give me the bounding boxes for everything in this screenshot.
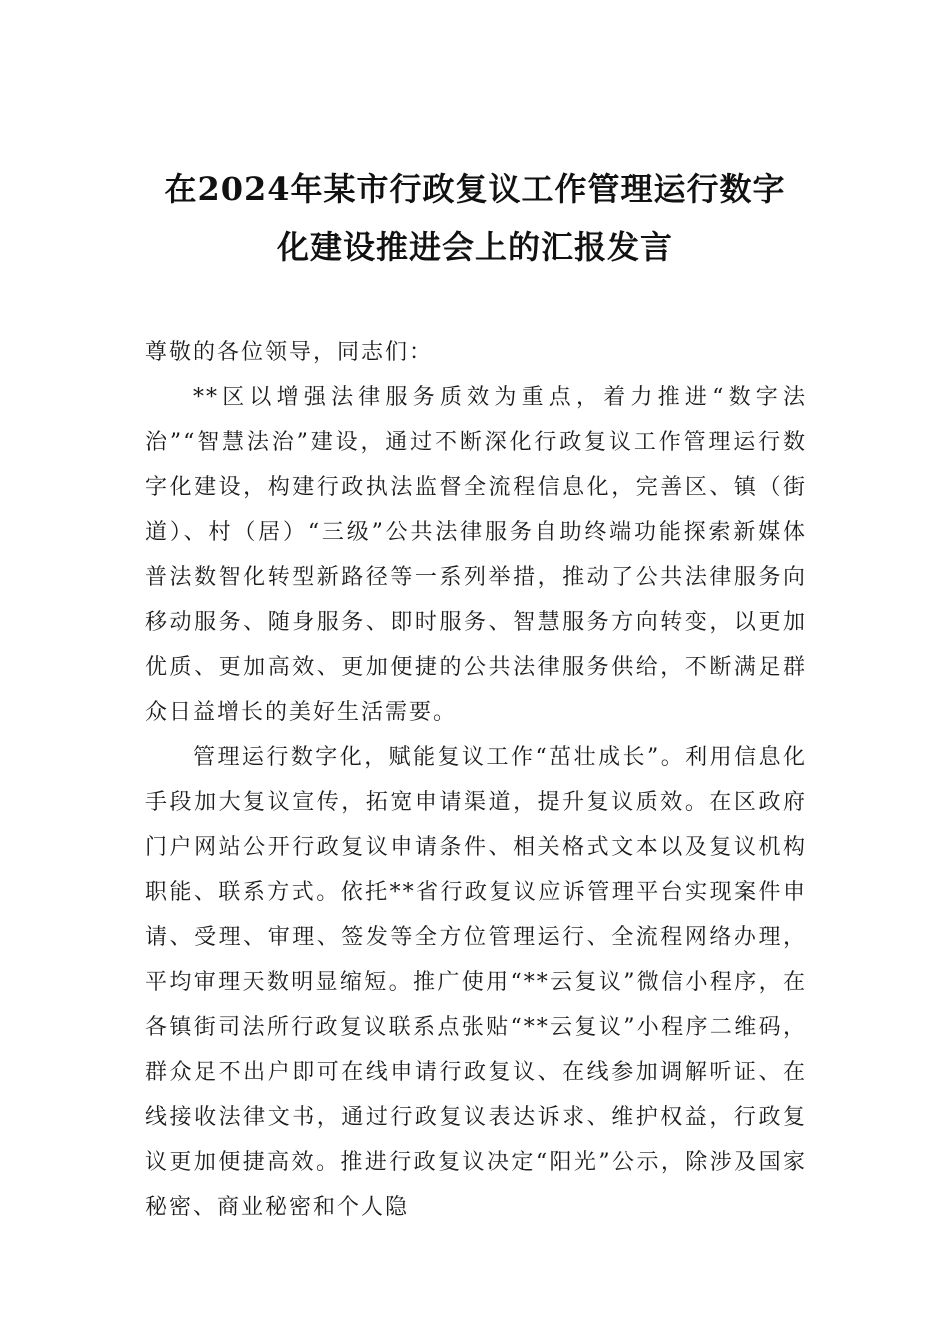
greeting: 尊敬的各位领导，同志们： [145, 340, 434, 365]
title-line-1: 在2024年某市行政复议工作管理运行数字 [164, 170, 786, 208]
title-line-2: 化建设推进会上的汇报发言 [276, 228, 673, 266]
paragraph-2: 管理运行数字化，赋能复议工作“茁壮成长”。利用信息化手段加大复议宣传，拓宽申请渠道，提升复议质效。在区政府门户网站公开行政复议申请条件、相关格式文本以及复议机构职能、联系方式。依托**省行政复议应诉管理平台实现案件申请、受理、审理、签发等全方位管理运行、全流程网络办理，平均审理天数明显缩短。推广使用“**云复议”微信小程序，在各镇街司法所行政复议联系点张贴“**云复议”小程序二维码，群众足不出户即可在线申请行政复议、在线参加调解听证、在线接收法律文书，通过行政复议表达诉求、维护权益，行政复议更加便捷高效。推进行政复议决定“阳光”公示，除涉及国家秘密、商业秘密和个人隐 [145, 745, 807, 1220]
paragraph-1: **区以增强法律服务质效为重点，着力推进“数字法治”“智慧法治”建设，通过不断深化行政复议工作管理运行数字化建设，构建行政执法监督全流程信息化，完善区、镇（街道）、村（居）“三级”公共法律服务自助终端功能探索新媒体普法数智化转型新路径等一系列举措，推动了公共法律服务向移动服务、随身服务、即时服务、智慧服务方向转变，以更加优质、更加高效、更加便捷的公共法律服务供给，不断满足群众日益增长的美好生活需要。 [145, 385, 807, 725]
document-body [145, 330, 807, 1230]
document-title [140, 160, 810, 276]
